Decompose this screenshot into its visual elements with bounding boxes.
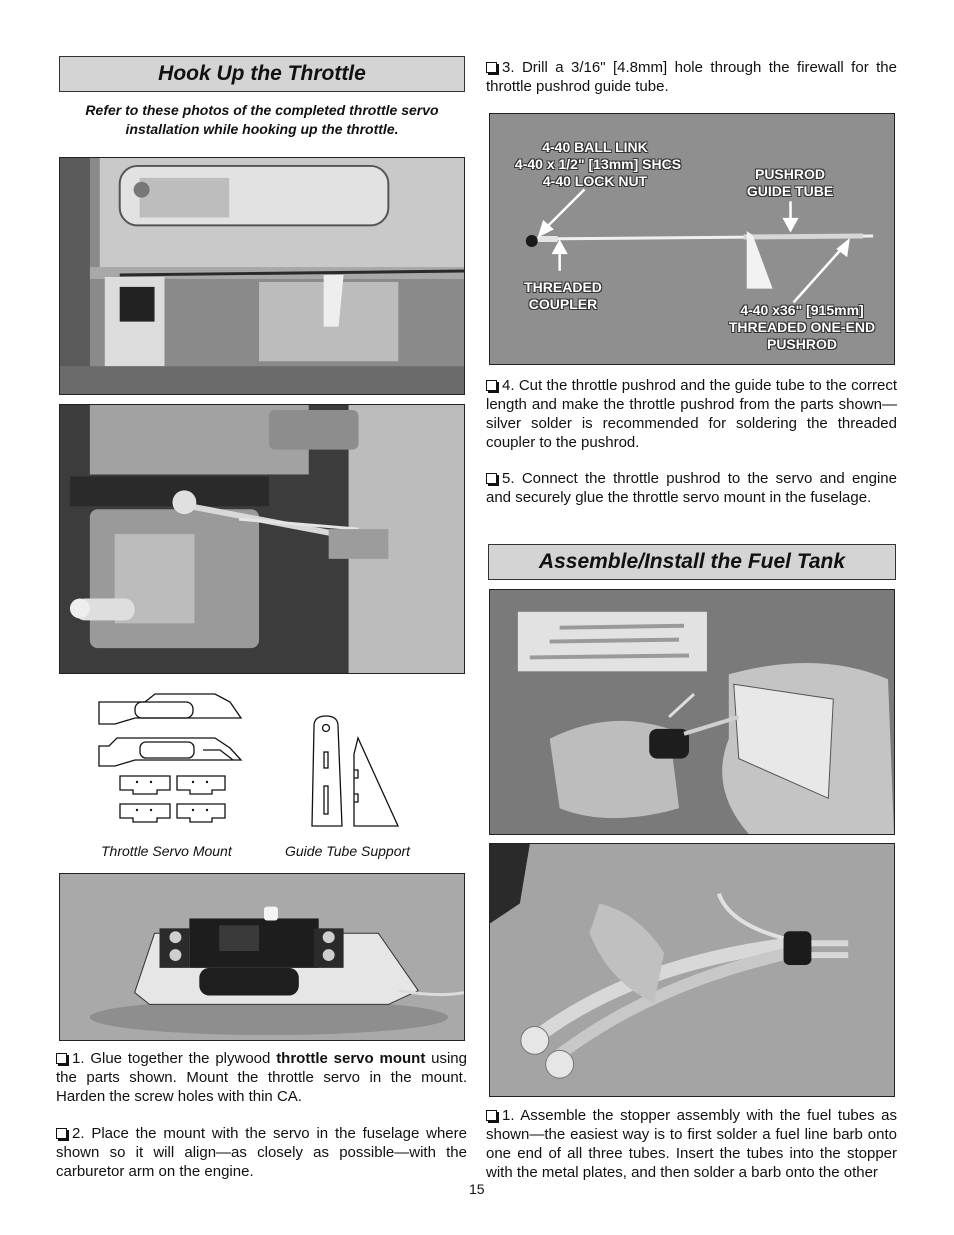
label-lock-nut: 4-40 LOCK NUT — [542, 173, 648, 189]
checkbox-step-5[interactable] — [486, 473, 497, 484]
label-pushrod: PUSHROD — [754, 166, 825, 182]
step-text: Connect the throttle pushrod to the servo and engine and securely glue the throttle servo mount in the fuselage. — [486, 470, 897, 506]
label-ball-link: 4-40 BALL LINK — [542, 139, 648, 155]
step-text: Place the mount with the servo in the fuselage where shown so it will align—as closely as possible—with the carburetor arm on the engine. — [56, 1125, 467, 1180]
label-threaded-one-end: THREADED ONE-END — [728, 319, 876, 335]
photo-stopper-assembly — [489, 589, 895, 835]
step-number: 1. — [502, 1107, 515, 1124]
diagram-guide-tube-support — [308, 714, 404, 830]
checkbox-step-2[interactable] — [56, 1128, 67, 1139]
step-3-drill-hole — [486, 58, 897, 96]
caption-throttle-servo-mount: Throttle Servo Mount — [101, 843, 232, 859]
label-coupler: COUPLER — [528, 296, 598, 312]
step-1-glue-mount — [56, 1049, 467, 1106]
page-number: 15 — [469, 1181, 485, 1197]
step-text: using the parts shown. Mount the throttle servo in the mount. Harden the screw holes with thin CA. — [56, 1050, 467, 1105]
diagram-servo-mount-parts — [95, 690, 245, 830]
step-5-connect-pushrod — [486, 469, 897, 507]
step-4-cut-pushrod — [486, 376, 897, 452]
step-text: Cut the throttle pushrod and the guide tube to the correct length and make the throttle pushrod from the parts shown—silver solder is recommended for soldering the threaded coupler to the pushrod. — [486, 377, 897, 451]
section-header-hook-up-throttle: Hook Up the Throttle — [59, 56, 465, 92]
label-pushrod-name: PUSHROD — [766, 336, 837, 352]
checkbox-step-4[interactable] — [486, 380, 497, 391]
section-header-fuel-tank: Assemble/Install the Fuel Tank — [488, 544, 896, 580]
step-number: 1. — [72, 1050, 85, 1067]
label-guide-tube: GUIDE TUBE — [746, 183, 834, 199]
photo-pushrod-parts — [489, 113, 895, 365]
caption-guide-tube-support: Guide Tube Support — [285, 843, 411, 859]
step-text: Glue together the plywood — [90, 1050, 271, 1067]
photo-servo-in-mount — [59, 873, 465, 1041]
tank-step-1-stopper — [486, 1106, 897, 1182]
step-text: Drill a 3/16" [4.8mm] hole through the firewall for the throttle pushrod guide tube. — [486, 59, 897, 95]
checkbox-tank-step-1[interactable] — [486, 1110, 497, 1121]
photo-fuselage-interior — [59, 157, 465, 395]
checkbox-step-1[interactable] — [56, 1053, 67, 1064]
step-2-place-mount — [56, 1124, 467, 1181]
checkbox-step-3[interactable] — [486, 62, 497, 73]
photo-carburetor-linkage — [59, 404, 465, 674]
label-shcs: 4-40 x 1/2" [13mm] SHCS — [514, 156, 682, 172]
intro-note: Refer to these photos of the completed throttle servo installation while hooking up the throttle. — [85, 102, 439, 137]
step-number: 4. — [502, 377, 515, 394]
pushrod-photo-labels — [490, 114, 895, 365]
step-text-bold: throttle servo mount — [276, 1050, 426, 1067]
step-text: Assemble the stopper assembly with the fuel tubes as shown—the easiest way is to first solder a fuel line barb onto one end of all three tubes. Insert the tubes into the stopper with the metal plates, and then solder a barb onto the other — [486, 1107, 898, 1181]
label-pushrod-size: 4-40 x36" [915mm] — [740, 302, 864, 318]
step-number: 2. — [72, 1125, 85, 1142]
photo-fuel-tubes — [489, 843, 895, 1097]
step-number: 5. — [502, 470, 515, 487]
label-threaded: THREADED — [524, 279, 602, 295]
step-number: 3. — [502, 59, 515, 76]
